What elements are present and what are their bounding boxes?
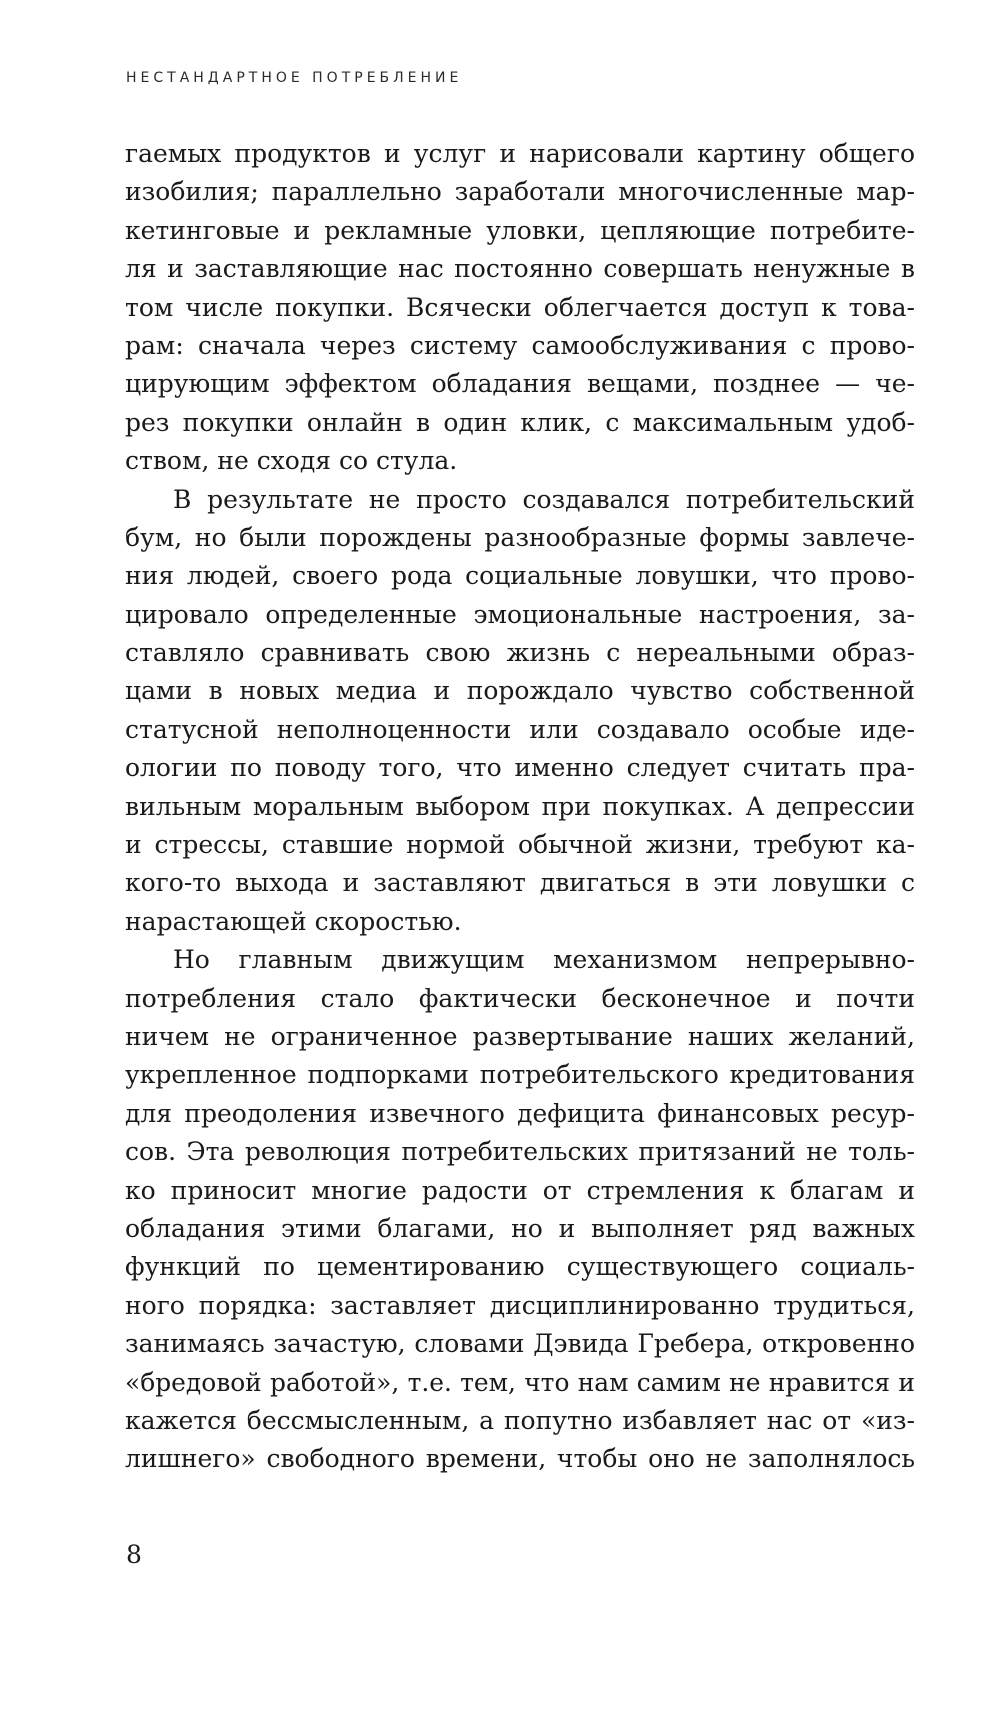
text-line: ния людей, своего рода социальные ловушки, что прово-: [125, 561, 915, 591]
paragraph-1: [125, 135, 915, 481]
paragraph-2: [125, 481, 915, 942]
text-line: обладания этими благами, но и выполняет ряд важных: [125, 1213, 915, 1243]
text-line: вильным моральным выбором при покупках. А депрессии: [125, 791, 915, 821]
body-text: [125, 135, 915, 1479]
text-line: цами в новых медиа и порождало чувство собственной: [125, 676, 915, 706]
text-line: для преодоления извечного дефицита финансовых ресур-: [125, 1098, 915, 1128]
text-line: кого-то выхода и заставляют двигаться в эти ловушки с: [125, 868, 915, 898]
text-line: функций по цементированию существующего социаль-: [125, 1252, 915, 1282]
text-line: том числе покупки. Всячески облегчается доступ к това-: [125, 292, 915, 322]
text-line: укрепленное подпорками потребительского кредитования: [125, 1060, 915, 1090]
text-line: потребления стало фактически бесконечное и почти: [125, 983, 915, 1013]
text-line: бум, но были порождены разнообразные формы завлече-: [125, 522, 915, 552]
text-line: Но главным движущим механизмом непрерывно-: [173, 945, 915, 975]
text-line: «бредовой работой», т.е. тем, что нам самим не нравится и: [125, 1367, 915, 1397]
text-line: гаемых продуктов и услуг и нарисовали картину общего: [125, 139, 915, 168]
text-line: ко приносит многие радости от стремления к благам и: [125, 1175, 915, 1205]
text-line: ного порядка: заставляет дисциплинированно трудиться,: [125, 1290, 915, 1320]
text-line: ничем не ограниченное развертывание наших желаний,: [125, 1021, 915, 1051]
text-line: кетинговые и рекламные уловки, цепляющие потребите-: [125, 215, 915, 245]
text-line: ством, не сходя со стула.: [125, 446, 458, 476]
text-line: нарастающей скоростью.: [125, 906, 462, 936]
page-number: 8: [126, 1540, 142, 1569]
text-line: ологии по поводу того, что именно следует считать пра-: [125, 753, 915, 783]
text-line: ля и заставляющие нас постоянно совершать ненужные в: [125, 254, 915, 284]
text-line: изобилия; параллельно заработали многочисленные мар-: [125, 177, 915, 207]
text-line: ставляло сравнивать свою жизнь с нереальными образ-: [125, 638, 915, 668]
text-line: и стрессы, ставшие нормой обычной жизни, требуют ка-: [125, 830, 915, 860]
text-line: сов. Эта революция потребительских притязаний не толь-: [125, 1137, 915, 1167]
text-line: лишнего» свободного времени, чтобы оно не заполнялось: [125, 1444, 915, 1474]
text-line: цирующим эффектом обладания вещами, позднее — че-: [125, 369, 915, 399]
text-line: занимаясь зачастую, словами Дэвида Гребера, откровенно: [125, 1329, 915, 1359]
text-line: статусной неполноценности или создавало особые иде-: [125, 714, 915, 744]
text-line: цировало определенные эмоциональные настроения, за-: [125, 599, 915, 629]
text-line: кажется бессмысленным, а попутно избавляет нас от «из-: [125, 1405, 915, 1435]
text-line: рез покупки онлайн в один клик, с максимальным удоб-: [125, 407, 915, 437]
paragraph-3: [125, 941, 915, 1478]
text-line: рам: сначала через систему самообслуживания с прово-: [125, 330, 915, 360]
text-line: В результате не просто создавался потребительский: [173, 484, 915, 514]
running-head: НЕСТАНДАРТНОЕ ПОТРЕБЛЕНИЕ: [126, 70, 463, 86]
